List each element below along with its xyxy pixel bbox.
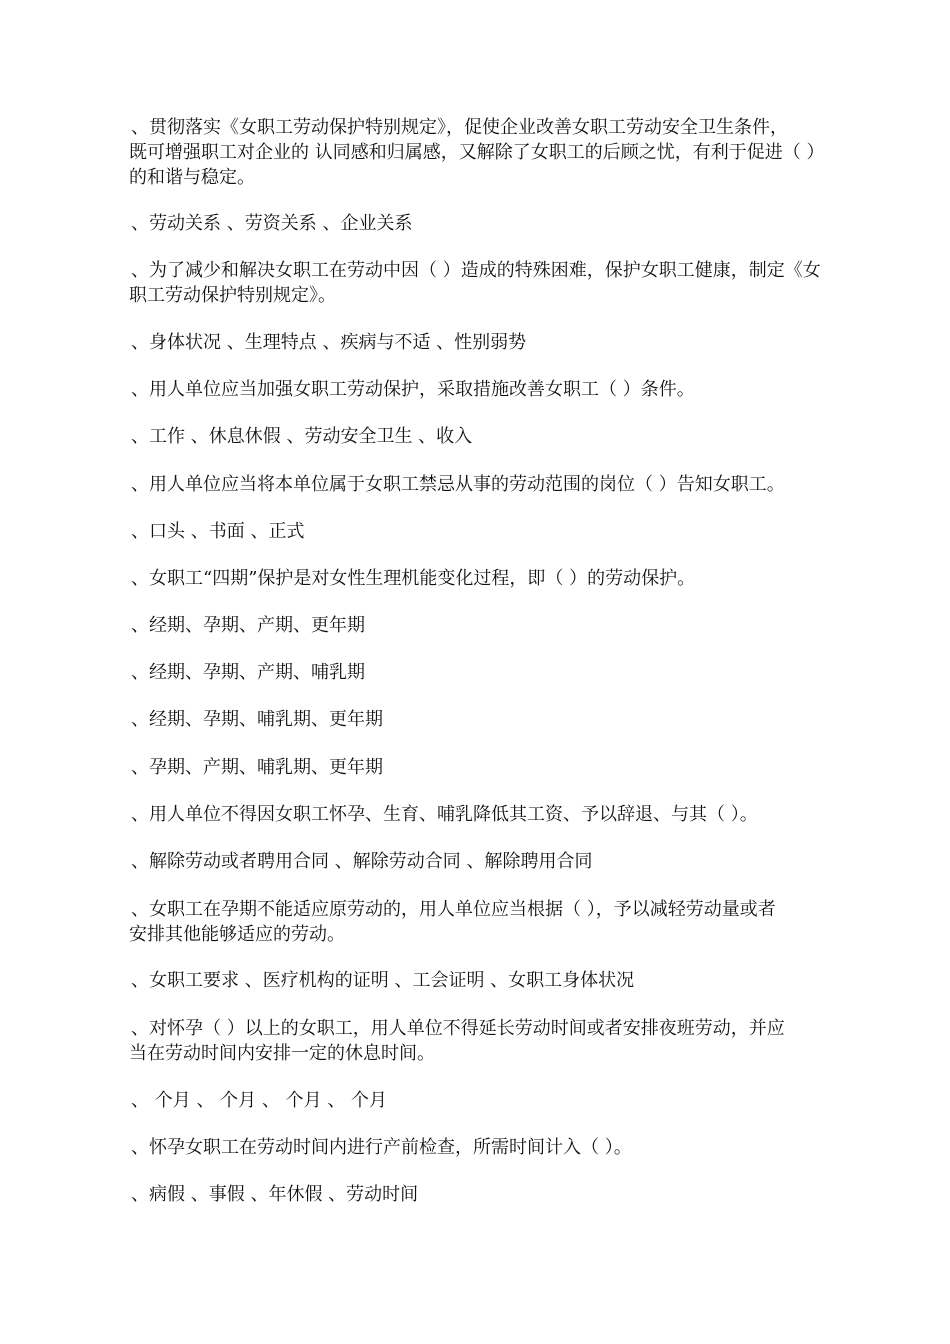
q5-option-a: 、经期、孕期、产期、更年期 xyxy=(131,615,365,636)
q2-stem-line-2: 职工劳动保护特别规定》。 xyxy=(129,285,336,306)
q6-options: 、解除劳动或者聘用合同 、解除劳动合同 、解除聘用合同 xyxy=(131,851,593,872)
q8-stem-line-2: 当在劳动时间内安排一定的休息时间。 xyxy=(129,1043,435,1064)
q5-stem: 、女职工“四期”保护是对女性生理机能变化过程，即（ ）的劳动保护。 xyxy=(131,568,696,589)
q9-options: 、病假 、事假 、年休假 、劳动时间 xyxy=(131,1184,419,1205)
q2-stem-line-1: 、为了减少和解决女职工在劳动中因（ ）造成的特殊困难，保护女职工健康，制定《女 xyxy=(131,260,821,281)
q6-stem: 、用人单位不得因女职工怀孕、生育、哺乳降低其工资、予以辞退、与其（ ）。 xyxy=(131,804,758,825)
q3-options: 、工作 、休息休假 、劳动安全卫生 、收入 xyxy=(131,426,473,447)
q8-options: 、 个月 、 个月 、 个月 、 个月 xyxy=(131,1090,388,1111)
q4-stem: 、用人单位应当将本单位属于女职工禁忌从事的劳动范围的岗位（ ）告知女职工。 xyxy=(131,474,785,495)
q7-stem-line-2: 安排其他能够适应的劳动。 xyxy=(129,924,345,945)
q4-options: 、口头 、书面 、正式 xyxy=(131,521,305,542)
q7-stem-line-1: 、女职工在孕期不能适应原劳动的，用人单位应当根据（ ），予以减轻劳动量或者 xyxy=(131,899,776,920)
q3-stem: 、用人单位应当加强女职工劳动保护，采取措施改善女职工（ ）条件。 xyxy=(131,379,695,400)
q9-stem: 、怀孕女职工在劳动时间内进行产前检查，所需时间计入（ ）。 xyxy=(131,1137,632,1158)
q5-option-d: 、孕期、产期、哺乳期、更年期 xyxy=(131,757,383,778)
q1-options: 、劳动关系 、劳资关系 、企业关系 xyxy=(131,213,413,234)
q1-stem-line-1: 、贯彻落实《女职工劳动保护特别规定》，促使企业改善女职工劳动安全卫生条件， xyxy=(131,117,788,138)
q2-options: 、身体状况 、生理特点 、疾病与不适 、性别弱势 xyxy=(131,332,527,353)
q5-option-b: 、经期、孕期、产期、哺乳期 xyxy=(131,662,365,683)
q8-stem-line-1: 、对怀孕（ ）以上的女职工，用人单位不得延长劳动时间或者安排夜班劳动，并应 xyxy=(131,1018,785,1039)
q5-option-c: 、经期、孕期、哺乳期、更年期 xyxy=(131,709,383,730)
q1-stem-line-2: 既可增强职工对企业的 认同感和归属感，又解除了女职工的后顾之忧，有利于促进（ ） xyxy=(129,142,825,163)
q7-options: 、女职工要求 、医疗机构的证明 、工会证明 、女职工身体状况 xyxy=(131,970,635,991)
q1-stem-line-3: 的和谐与稳定。 xyxy=(129,167,255,188)
